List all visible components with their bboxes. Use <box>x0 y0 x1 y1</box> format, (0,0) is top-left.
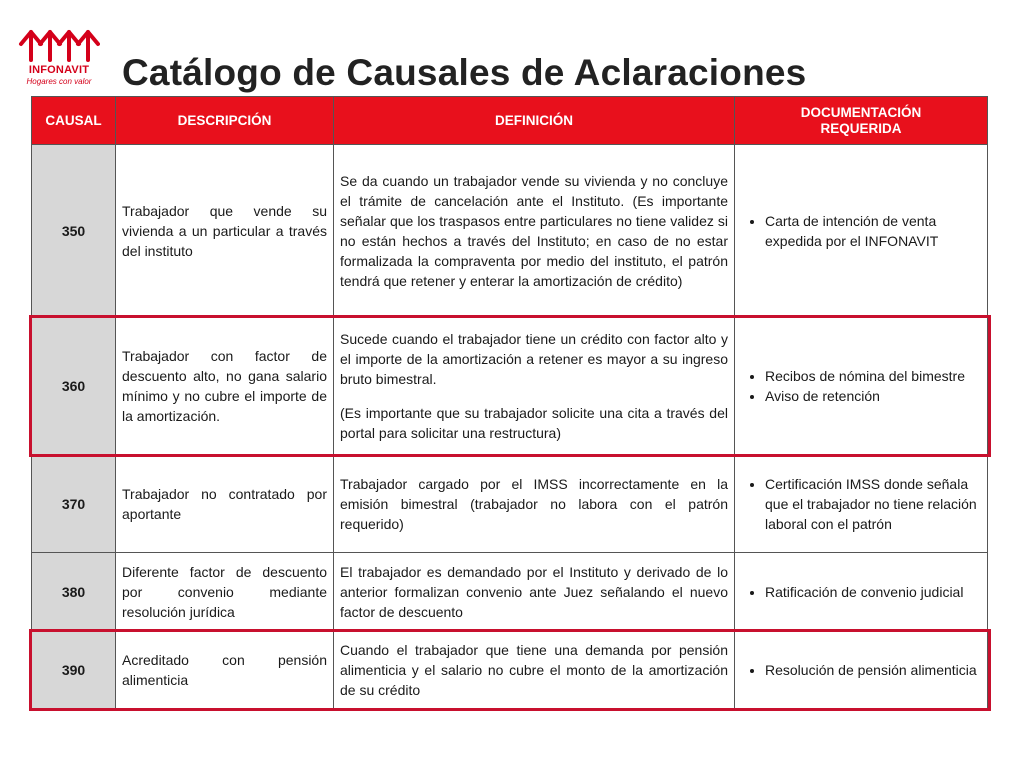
required-documents <box>735 553 988 631</box>
definition-paragraph: (Es importante que su trabajador solicite una cita a través del portal para solicitar una restructura) <box>340 404 728 441</box>
required-documents <box>735 145 988 317</box>
logo-tagline: Hogares con valor <box>26 77 92 86</box>
causal-code: 350 <box>32 145 116 317</box>
header-descripcion: DESCRIPCIÓN <box>116 97 334 145</box>
logo-name: INFONAVIT <box>28 64 90 76</box>
header-documentacion <box>735 97 988 145</box>
causal-definition: Se da cuando un trabajador vende su vivienda y no concluye el trámite de cancelación ante el Instituto. (Es importante señalar que los traspasos entre particulares no tiene validez si no están hechos a través del Instituto; en caso de no estar formalizada la compraventa por medio del instituto, el patrón tendrá que retener y enterar la amortización de crédito) <box>334 145 735 317</box>
causal-description: Acreditado con pensión alimenticia <box>116 631 334 709</box>
causal-code: 390 <box>32 631 116 709</box>
table-row-380 <box>32 553 988 631</box>
required-documents <box>735 317 988 455</box>
page-title: Catálogo de Causales de Aclaraciones <box>122 52 807 93</box>
causal-description: Trabajador que vende su vivienda a un particular a través del instituto <box>116 145 334 317</box>
required-documents <box>735 455 988 553</box>
document-item: • Carta de intención de venta expedida por el INFONAVIT <box>765 211 981 251</box>
causal-code: 380 <box>32 553 116 631</box>
causal-code: 360 <box>32 317 116 455</box>
causales-table <box>31 96 988 709</box>
document-item: • Recibos de nómina del bimestre <box>765 366 981 386</box>
causal-code: 370 <box>32 455 116 553</box>
causal-definition <box>334 317 735 455</box>
causal-definition: Trabajador cargado por el IMSS incorrectamente en la emisión bimestral (trabajador no labora con el patrón requerido) <box>334 455 735 553</box>
header-definicion: DEFINICIÓN <box>334 97 735 145</box>
document-item: • Aviso de retención <box>765 386 981 406</box>
document-item: • Ratificación de convenio judicial <box>765 582 981 602</box>
table-row-370 <box>32 455 988 553</box>
header-documentacion-line1: DOCUMENTACIÓN <box>800 104 922 120</box>
causal-definition: Cuando el trabajador que tiene una demanda por pensión alimenticia y el salario no cubre el monto de la amortización de su crédito <box>334 631 735 709</box>
header-documentacion-line2: REQUERIDA <box>820 120 902 136</box>
definition-paragraph: Sucede cuando el trabajador tiene un crédito con factor alto y el importe de la amortización a retener es mayor a su ingreso bruto bimestral. <box>340 330 728 387</box>
document-item: • Certificación IMSS donde señala que el trabajador no tiene relación laboral con el patrón <box>765 474 981 534</box>
causal-definition: El trabajador es demandado por el Instituto y derivado de lo anterior formalizan convenio ante Juez señalando el nuevo factor de descuento <box>334 553 735 631</box>
house-figures-icon <box>18 26 100 64</box>
header-row <box>32 97 988 145</box>
header-causal: CAUSAL <box>32 97 116 145</box>
table-row-360 <box>32 317 988 455</box>
causal-description: Diferente factor de descuento por convenio mediante resolución jurídica <box>116 553 334 631</box>
causal-description: Trabajador no contratado por aportante <box>116 455 334 553</box>
table-row-350 <box>32 145 988 317</box>
table-row-390 <box>32 631 988 709</box>
required-documents <box>735 631 988 709</box>
infonavit-logo <box>14 26 104 92</box>
causal-description: Trabajador con factor de descuento alto, no gana salario mínimo y no cubre el importe de la amortización. <box>116 317 334 455</box>
document-item: • Resolución de pensión alimenticia <box>765 660 981 680</box>
